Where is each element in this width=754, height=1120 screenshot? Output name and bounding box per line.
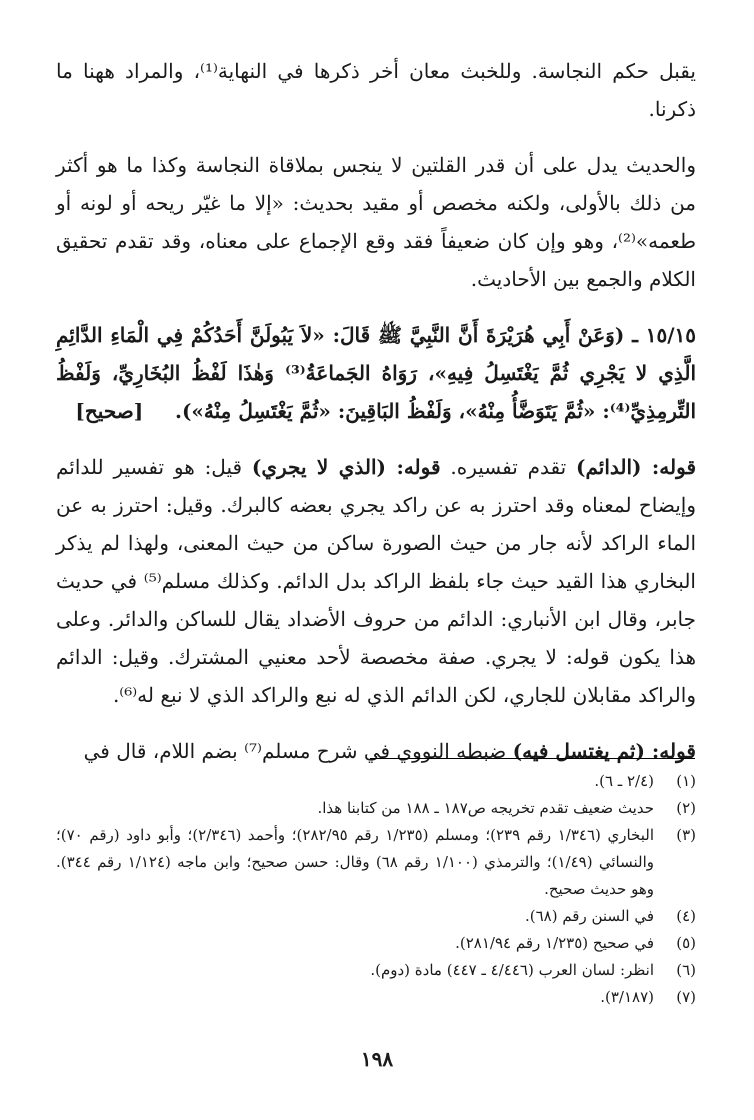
- footnotes: [56, 768, 696, 1011]
- commentary-paragraph: [56, 732, 696, 770]
- hadith-grade: [صحيح]: [75, 399, 144, 423]
- footnote-item: [56, 984, 696, 1011]
- footnote-item: [56, 930, 696, 957]
- footnote-text: انظر: لسان العرب (٤/٤٤٦ ـ ٤٤٧) مادة (دوم).: [370, 961, 654, 979]
- paragraph-hadith-discussion: والحديث يدل على أن قدر القلتين لا ينجس بملاقاة النجاسة وكذا ما هو أكثر من ذلك بالأولى، ولكنه مخصص أو مقيد بحديث: «إلا ما غيّر ريحه أو لونه أو طعمه»⁽²⁾، وهو وإن كان ضعيفاً فقد وقع الإجماع على معناه، وقد تقدم تحقيق الكلام والجمع بين الأحاديث.: [56, 153, 696, 291]
- footnote-divider: [370, 758, 695, 759]
- commentary-label-yaghtasil: قوله: (ثم يغتسل فيه): [512, 739, 696, 763]
- commentary-label-daim: قوله: (الدائم): [576, 455, 697, 479]
- paragraph-intro: يقبل حكم النجاسة. وللخبث معان أخر ذكرها في النهاية⁽¹⁾، والمراد ههنا ما ذكرنا.: [56, 59, 696, 121]
- footnote-item: [56, 795, 696, 822]
- footnote-number: (٥): [676, 934, 696, 952]
- commentary-text: ضبطه النووي في شرح مسلم⁽⁷⁾ بضم اللام، قال في: [83, 739, 513, 763]
- footnote-text: حديث ضعيف تقدم تخريجه ص١٨٧ ـ ١٨٨ من كتابنا هذا.: [317, 799, 654, 817]
- footnote-item: [56, 768, 696, 795]
- footnote-text: في السنن رقم (٦٨).: [524, 907, 654, 925]
- footnote-text: (٣/١٨٧).: [600, 988, 654, 1006]
- footnote-number: (١): [676, 772, 696, 790]
- footnote-number: (٧): [676, 988, 696, 1006]
- commentary-label-la-yajri: قوله: (الذي لا يجري): [251, 455, 441, 479]
- footnote-item: [56, 957, 696, 984]
- commentary-paragraph: [56, 448, 696, 714]
- footnote-number: (٤): [676, 907, 696, 925]
- page-number: ١٩٨: [360, 1047, 394, 1071]
- commentary-text: قيل: هو تفسير للدائم وإيضاح لمعناه وقد احترز به عن راكد يجري بعضه كالبرك. وقيل: احترز به عن الماء الراكد لأنه جار من حيث الصورة ساكن من حيث المعنى، ولهذا لم يذكر البخاري هذا القيد حيث جاء بلفظ الراكد بدل الدائم. وكذلك مسلم⁽⁵⁾ في حديث جابر، وقال ابن الأنباري: الدائم من حروف الأضداد يقال للساكن والدائر. وعلى هذا يكون قوله: لا يجري. صفة مخصصة لأحد معنيي المشترك. وقيل: الدائم والراكد مقابلان للجاري، لكن الدائم الذي له نبع والراكد الذي لا نبع له⁽⁶⁾.: [56, 455, 696, 707]
- footnote-item: [56, 903, 696, 930]
- footnote-item: [56, 822, 696, 903]
- footnote-number: (٦): [676, 961, 696, 979]
- footnote-text: (٢/٤ ـ ٦).: [594, 772, 654, 790]
- footnote-text: في صحيح (١/٢٣٥ رقم ٢٨١/٩٤).: [455, 934, 654, 952]
- commentary-text: تقدم تفسيره.: [440, 455, 576, 479]
- main-text: [56, 52, 696, 770]
- footnote-number: (٢): [676, 799, 696, 817]
- hadith-text: ١٥/١٥ ـ (وَعَنْ أَبِي هُرَيْرَةَ أَنَّ النَّبِيَّ ﷺ قَالَ: «لاَ يَبُولَنَّ أَحَدُكُمْ فِي الْمَاءِ الدَّائِمِ الَّذِي لا يَجْرِي ثُمَّ يَغْتَسِلُ فِيهِ»، رَوَاهُ الجَماعَةُ⁽³⁾ وَهٰذَا لَفْظُ البُخَارِيِّ، وَلَفْظُ التِّرمِذِيِّ⁽⁴⁾: «ثُمَّ يَتَوَضَّأُ مِنْهُ»، وَلَفْظُ البَاقِينَ: «ثُمَّ يَغْتَسِلُ مِنْهُ»).: [56, 323, 697, 423]
- hadith-block: [56, 316, 696, 430]
- footnote-number: (٣): [676, 826, 696, 844]
- footnote-text: البخاري (١/٣٤٦ رقم ٢٣٩)؛ ومسلم (١/٢٣٥ رقم ٢٨٢/٩٥)؛ وأحمد (٢/٣٤٦)؛ وأبو داود (رقم ٧٠)؛ والنسائي (١/٤٩)؛ والترمذي (١/١٠٠ رقم ٦٨) وقال: حسن صحيح؛ وابن ماجه (١/١٢٤ رقم ٣٤٤). وهو حديث صحيح.: [56, 826, 654, 898]
